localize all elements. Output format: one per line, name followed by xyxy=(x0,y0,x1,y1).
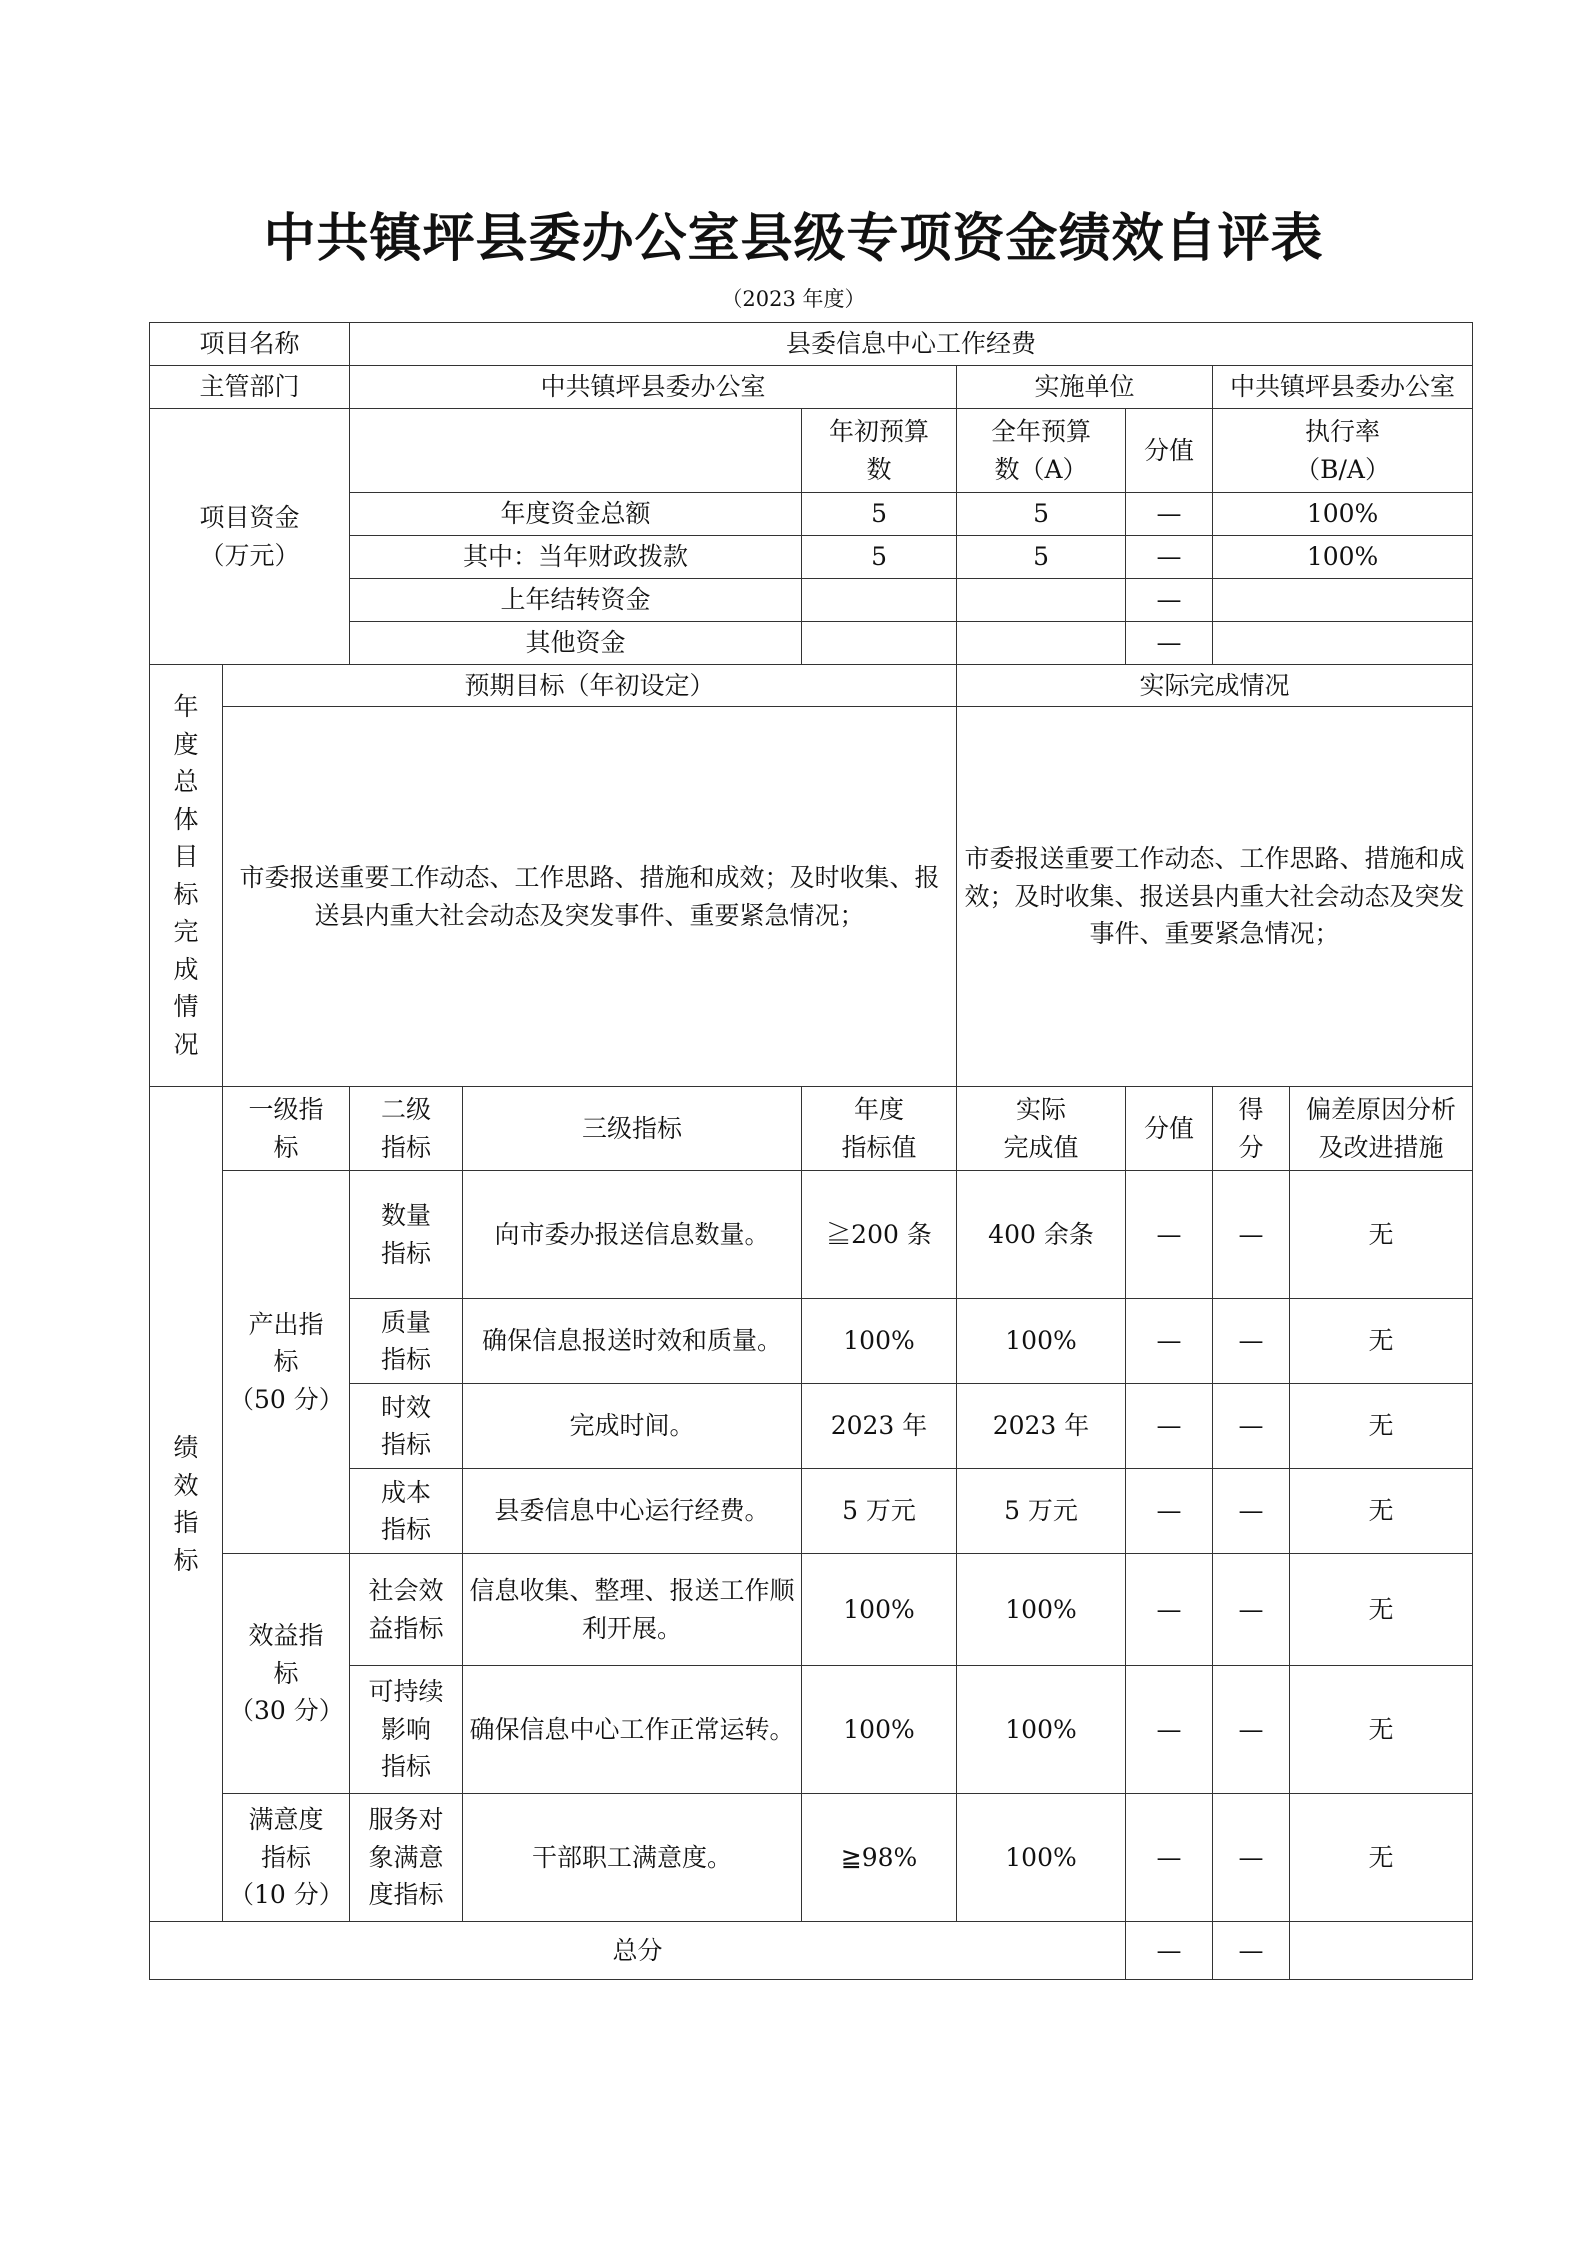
actual-result-text: 市委报送重要工作动态、工作思路、措施和成效；及时收集、报送县内重大社会动态及突发事件、重要紧急情况； xyxy=(957,707,1473,1087)
unit-label: 实施单位 xyxy=(957,366,1213,409)
indicator-score-value: — xyxy=(1126,1299,1213,1384)
indicator-level2: 成本 指标 xyxy=(350,1469,463,1554)
fund-budget: 5 xyxy=(957,493,1126,536)
fund-budget xyxy=(957,622,1126,665)
funds-header-row xyxy=(150,409,1473,493)
total-row xyxy=(150,1922,1473,1980)
goals-header-row xyxy=(150,665,1473,707)
indicator-row xyxy=(150,1554,1473,1666)
fund-row-name: 上年结转资金 xyxy=(350,579,802,622)
indicator-score-value: — xyxy=(1126,1794,1213,1922)
indicator-level2: 可持续 影响 指标 xyxy=(350,1666,463,1794)
indicator-score: — xyxy=(1213,1794,1290,1922)
indicator-group-satisfaction: 满意度 指标 （10 分） xyxy=(223,1794,350,1922)
expected-goal-header: 预期目标（年初设定） xyxy=(223,665,957,707)
col-exec-rate: 执行率 （B/A） xyxy=(1213,409,1473,493)
indicator-score: — xyxy=(1213,1554,1290,1666)
indicator-score: — xyxy=(1213,1171,1290,1299)
indicator-level3: 确保信息中心工作正常运转。 xyxy=(463,1666,802,1794)
col-level3: 三级指标 xyxy=(463,1087,802,1171)
indicator-level3: 县委信息中心运行经费。 xyxy=(463,1469,802,1554)
indicator-actual: 100% xyxy=(957,1666,1126,1794)
indicator-group-output: 产出指 标 （50 分） xyxy=(223,1171,350,1554)
indicator-level3: 向市委办报送信息数量。 xyxy=(463,1171,802,1299)
expected-goal-text: 市委报送重要工作动态、工作思路、措施和成效；及时收集、报送县内重大社会动态及突发事件、重要紧急情况； xyxy=(223,707,957,1087)
fund-initial xyxy=(802,622,957,665)
total-score-value: — xyxy=(1126,1922,1213,1980)
col-annual-budget: 全年预算 数（A） xyxy=(957,409,1126,493)
indicator-level2: 质量 指标 xyxy=(350,1299,463,1384)
indicator-reason: 无 xyxy=(1290,1666,1473,1794)
indicator-target: 100% xyxy=(802,1299,957,1384)
indicator-target: 5 万元 xyxy=(802,1469,957,1554)
project-name-value: 县委信息中心工作经费 xyxy=(350,323,1473,366)
total-score: — xyxy=(1213,1922,1290,1980)
actual-result-header: 实际完成情况 xyxy=(957,665,1473,707)
indicator-reason: 无 xyxy=(1290,1554,1473,1666)
document-title: 中共镇坪县委办公室县级专项资金绩效自评表 xyxy=(263,208,1324,269)
indicator-score-value: — xyxy=(1126,1384,1213,1469)
goals-label: 年 度 总 体 目 标 完 成 情 况 xyxy=(150,665,223,1087)
fund-rate: 100% xyxy=(1213,493,1473,536)
indicator-row xyxy=(150,1171,1473,1299)
evaluation-table xyxy=(149,322,1473,1980)
dept-label: 主管部门 xyxy=(150,366,350,409)
fund-rate: 100% xyxy=(1213,536,1473,579)
department-row xyxy=(150,366,1473,409)
indicator-level3: 确保信息报送时效和质量。 xyxy=(463,1299,802,1384)
indicator-score-value: — xyxy=(1126,1554,1213,1666)
indicator-score: — xyxy=(1213,1299,1290,1384)
indicator-target: 100% xyxy=(802,1666,957,1794)
indicators-header-row xyxy=(150,1087,1473,1171)
indicator-level2: 时效 指标 xyxy=(350,1384,463,1469)
document-year: （2023 年度） xyxy=(721,287,866,311)
indicator-reason: 无 xyxy=(1290,1171,1473,1299)
col-score-value: 分值 xyxy=(1126,409,1213,493)
indicator-score-value: — xyxy=(1126,1666,1213,1794)
col-level2: 二级 指标 xyxy=(350,1087,463,1171)
indicator-row xyxy=(150,1794,1473,1922)
indicator-target: 2023 年 xyxy=(802,1384,957,1469)
funds-label: 项目资金 （万元） xyxy=(150,409,350,665)
project-name-row xyxy=(150,323,1473,366)
fund-score-value: — xyxy=(1126,579,1213,622)
indicator-level3: 完成时间。 xyxy=(463,1384,802,1469)
indicator-level3: 干部职工满意度。 xyxy=(463,1794,802,1922)
indicator-level2: 服务对 象满意 度指标 xyxy=(350,1794,463,1922)
col-actual: 实际 完成值 xyxy=(957,1087,1126,1171)
fund-budget xyxy=(957,579,1126,622)
fund-row-name: 其他资金 xyxy=(350,622,802,665)
total-reason xyxy=(1290,1922,1473,1980)
indicator-target: ≧98% xyxy=(802,1794,957,1922)
funds-blank-header xyxy=(350,409,802,493)
unit-value: 中共镇坪县委办公室 xyxy=(1213,366,1473,409)
indicator-actual: 5 万元 xyxy=(957,1469,1126,1554)
fund-initial xyxy=(802,579,957,622)
col-level1: 一级指 标 xyxy=(223,1087,350,1171)
indicator-level3: 信息收集、整理、报送工作顺利开展。 xyxy=(463,1554,802,1666)
dept-value: 中共镇坪县委办公室 xyxy=(350,366,957,409)
indicator-target: 100% xyxy=(802,1554,957,1666)
col-initial-budget: 年初预算 数 xyxy=(802,409,957,493)
indicator-actual: 100% xyxy=(957,1554,1126,1666)
indicator-score-value: — xyxy=(1126,1469,1213,1554)
fund-rate xyxy=(1213,622,1473,665)
col-reason: 偏差原因分析 及改进措施 xyxy=(1290,1087,1473,1171)
indicator-score: — xyxy=(1213,1469,1290,1554)
indicator-target: ≧200 条 xyxy=(802,1171,957,1299)
fund-rate xyxy=(1213,579,1473,622)
fund-score-value: — xyxy=(1126,536,1213,579)
fund-initial: 5 xyxy=(802,536,957,579)
indicator-reason: 无 xyxy=(1290,1384,1473,1469)
indicator-level2: 数量 指标 xyxy=(350,1171,463,1299)
total-label: 总分 xyxy=(150,1922,1126,1980)
indicator-actual: 400 余条 xyxy=(957,1171,1126,1299)
col-score: 得 分 xyxy=(1213,1087,1290,1171)
indicator-reason: 无 xyxy=(1290,1794,1473,1922)
project-name-label: 项目名称 xyxy=(150,323,350,366)
indicator-level2: 社会效 益指标 xyxy=(350,1554,463,1666)
indicator-score-value: — xyxy=(1126,1171,1213,1299)
indicator-score: — xyxy=(1213,1384,1290,1469)
indicator-reason: 无 xyxy=(1290,1299,1473,1384)
indicator-reason: 无 xyxy=(1290,1469,1473,1554)
fund-score-value: — xyxy=(1126,622,1213,665)
indicator-score: — xyxy=(1213,1666,1290,1794)
fund-row-name: 年度资金总额 xyxy=(350,493,802,536)
indicator-group-benefit: 效益指 标 （30 分） xyxy=(223,1554,350,1794)
fund-row-name: 其中：当年财政拨款 xyxy=(350,536,802,579)
col-score-value: 分值 xyxy=(1126,1087,1213,1171)
indicator-actual: 100% xyxy=(957,1299,1126,1384)
fund-initial: 5 xyxy=(802,493,957,536)
fund-budget: 5 xyxy=(957,536,1126,579)
indicators-label: 绩 效 指 标 xyxy=(150,1087,223,1922)
indicator-actual: 100% xyxy=(957,1794,1126,1922)
goals-content-row xyxy=(150,707,1473,1087)
col-target: 年度 指标值 xyxy=(802,1087,957,1171)
indicator-actual: 2023 年 xyxy=(957,1384,1126,1469)
fund-score-value: — xyxy=(1126,493,1213,536)
